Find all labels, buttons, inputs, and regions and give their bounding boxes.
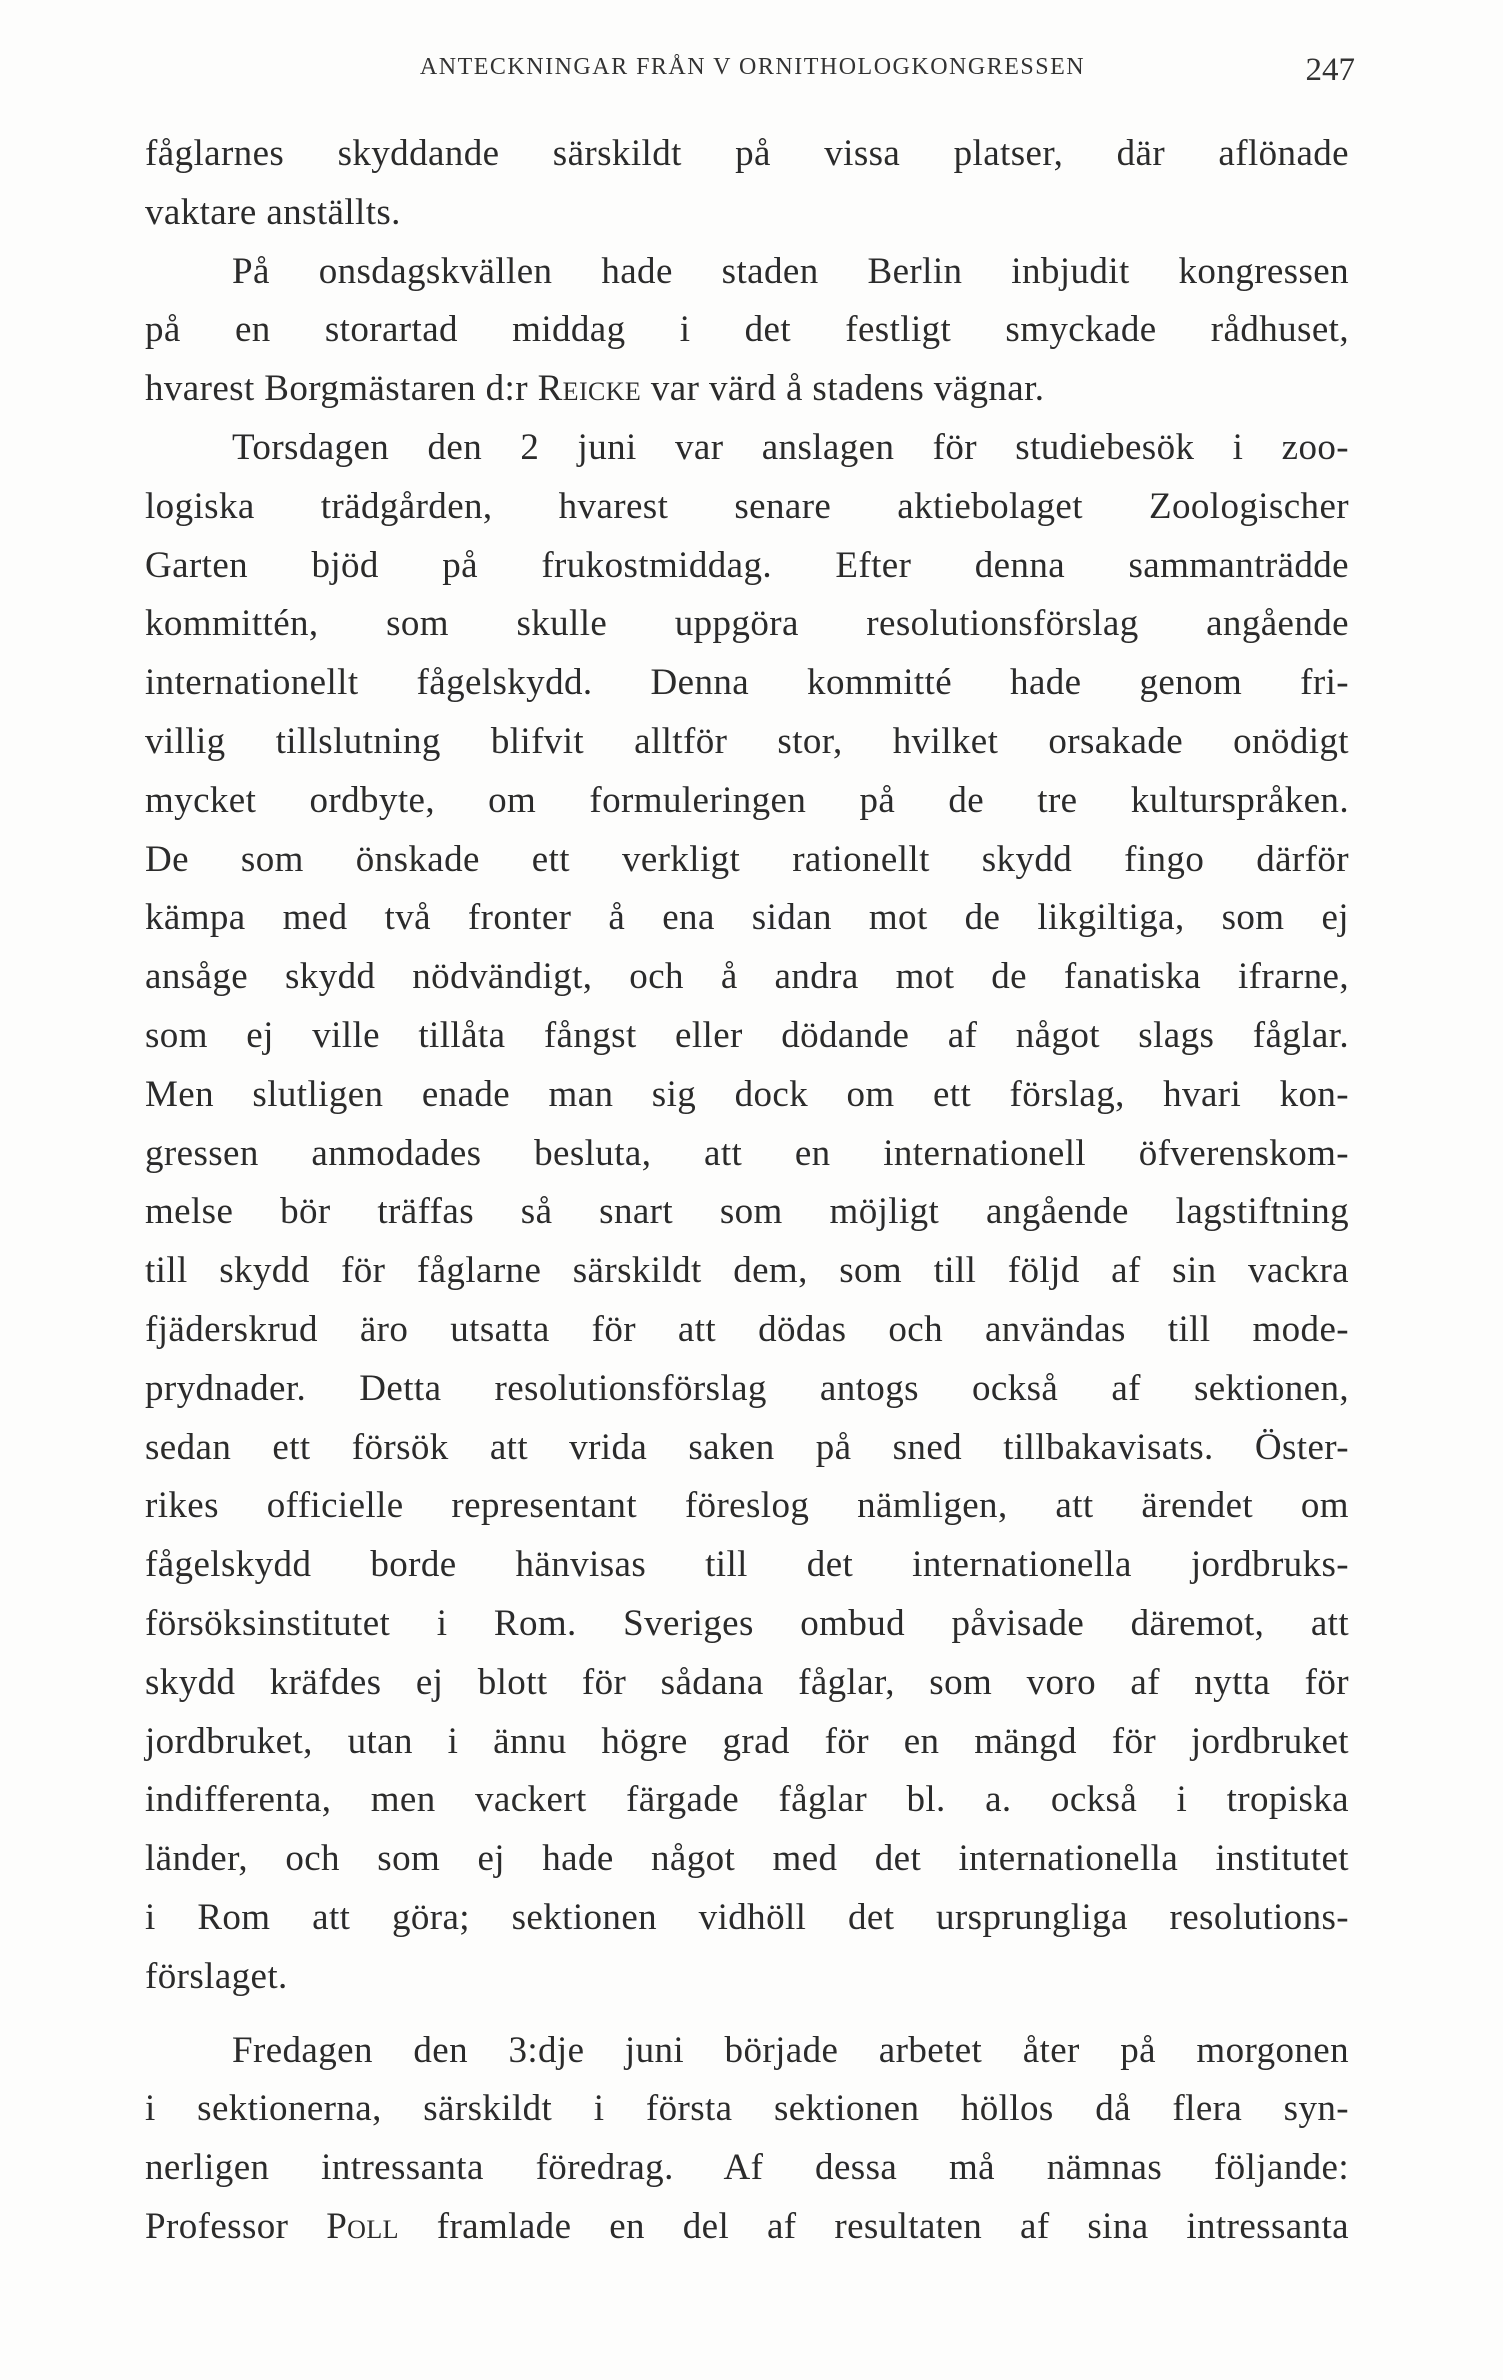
text-line: gressen anmodades besluta, att en internationell öfverenskom- bbox=[145, 1132, 1349, 1174]
text-line: till skydd för fåglarne särskildt dem, som till följd af sin vackra bbox=[145, 1250, 1349, 1292]
text-line: ansåge skydd nödvändigt, och å andra mot de fanatiska ifrarne, bbox=[145, 956, 1349, 998]
small-caps-name: Reicke bbox=[537, 368, 642, 410]
text-line: internationellt fågelskydd. Denna kommitté hade genom fri- bbox=[145, 662, 1349, 704]
text-line: villig tillslutning blifvit alltför stor, hvilket orsakade onödigt bbox=[145, 720, 1349, 762]
text-line: kämpa med två fronter å ena sidan mot de likgiltiga, som ej bbox=[145, 897, 1349, 939]
text-line: indifferenta, men vackert färgade fåglar bl. a. också i tropiska bbox=[145, 1779, 1349, 1821]
text-line: På onsdagskvällen hade staden Berlin inbjudit kongressen bbox=[232, 250, 1349, 292]
text-line: nerligen intressanta föredrag. Af dessa må nämnas följande: bbox=[145, 2147, 1349, 2189]
text-line: fågelskydd borde hänvisas till det internationella jordbruks- bbox=[145, 1544, 1349, 1586]
page-number: 247 bbox=[1305, 52, 1355, 88]
body-text bbox=[145, 125, 1349, 2257]
text-line: fåglarnes skyddande särskildt på vissa platser, där aflönade bbox=[145, 133, 1349, 174]
text-line: försöksinstitutet i Rom. Sveriges ombud påvisade däremot, att bbox=[145, 1602, 1349, 1644]
small-caps-name: Poll bbox=[326, 2205, 399, 2247]
text-line: förslaget. bbox=[145, 1955, 288, 1997]
text-line: logiska trädgården, hvarest senare aktiebolaget Zoologischer bbox=[145, 485, 1349, 527]
text-line: mycket ordbyte, om formuleringen på de tre kulturspråken. bbox=[145, 779, 1349, 821]
text-line: hvarest Borgmästaren d:r Reicke var värd å stadens vägnar. bbox=[145, 368, 1045, 410]
text-line: jordbruket, utan i ännu högre grad för en mängd för jordbruket bbox=[145, 1720, 1349, 1762]
text-line: melse bör träffas så snart som möjligt angående lagstiftning bbox=[145, 1191, 1349, 1233]
text-line: vaktare anställts. bbox=[145, 191, 401, 233]
text-line: länder, och som ej hade något med det internationella institutet bbox=[145, 1838, 1349, 1880]
text-line: fjäderskrud äro utsatta för att dödas och användas till mode- bbox=[145, 1308, 1349, 1350]
text-line: i Rom att göra; sektionen vidhöll det ursprungliga resolutions- bbox=[145, 1896, 1349, 1938]
text-line: på en storartad middag i det festligt smyckade rådhuset, bbox=[145, 309, 1349, 351]
text-line: som ej ville tillåta fångst eller dödande af något slags fåglar. bbox=[145, 1014, 1349, 1056]
text-line: Professor Poll framlade en del af resultaten af sina intressanta bbox=[145, 2205, 1350, 2247]
text-line: Torsdagen den 2 juni var anslagen för studiebesök i zoo- bbox=[232, 426, 1349, 468]
running-title: ANTECKNINGAR FRÅN V ORNITHOLOGKONGRESSEN bbox=[419, 54, 1086, 80]
text-line: skydd kräfdes ej blott för sådana fåglar, som voro af nytta för bbox=[145, 1661, 1349, 1703]
text-line: rikes officielle representant föreslog nämligen, att ärendet om bbox=[145, 1485, 1349, 1527]
text-line: kommittén, som skulle uppgöra resolutionsförslag angående bbox=[145, 603, 1349, 645]
running-head bbox=[150, 54, 1355, 94]
text-line: De som önskade ett verkligt rationellt skydd fingo därför bbox=[145, 838, 1349, 880]
text-line: sedan ett försök att vrida saken på sned tillbakavisats. Öster- bbox=[145, 1426, 1349, 1468]
text-line: Garten bjöd på frukostmiddag. Efter denna sammanträdde bbox=[145, 544, 1349, 586]
text-line: i sektionerna, särskildt i första sektionen höllos då flera syn- bbox=[145, 2088, 1349, 2130]
text-line: Fredagen den 3:dje juni började arbetet åter på morgonen bbox=[232, 2029, 1349, 2071]
text-line: prydnader. Detta resolutionsförslag antogs också af sektionen, bbox=[145, 1367, 1349, 1409]
text-line: Men slutligen enade man sig dock om ett förslag, hvari kon- bbox=[145, 1073, 1349, 1115]
